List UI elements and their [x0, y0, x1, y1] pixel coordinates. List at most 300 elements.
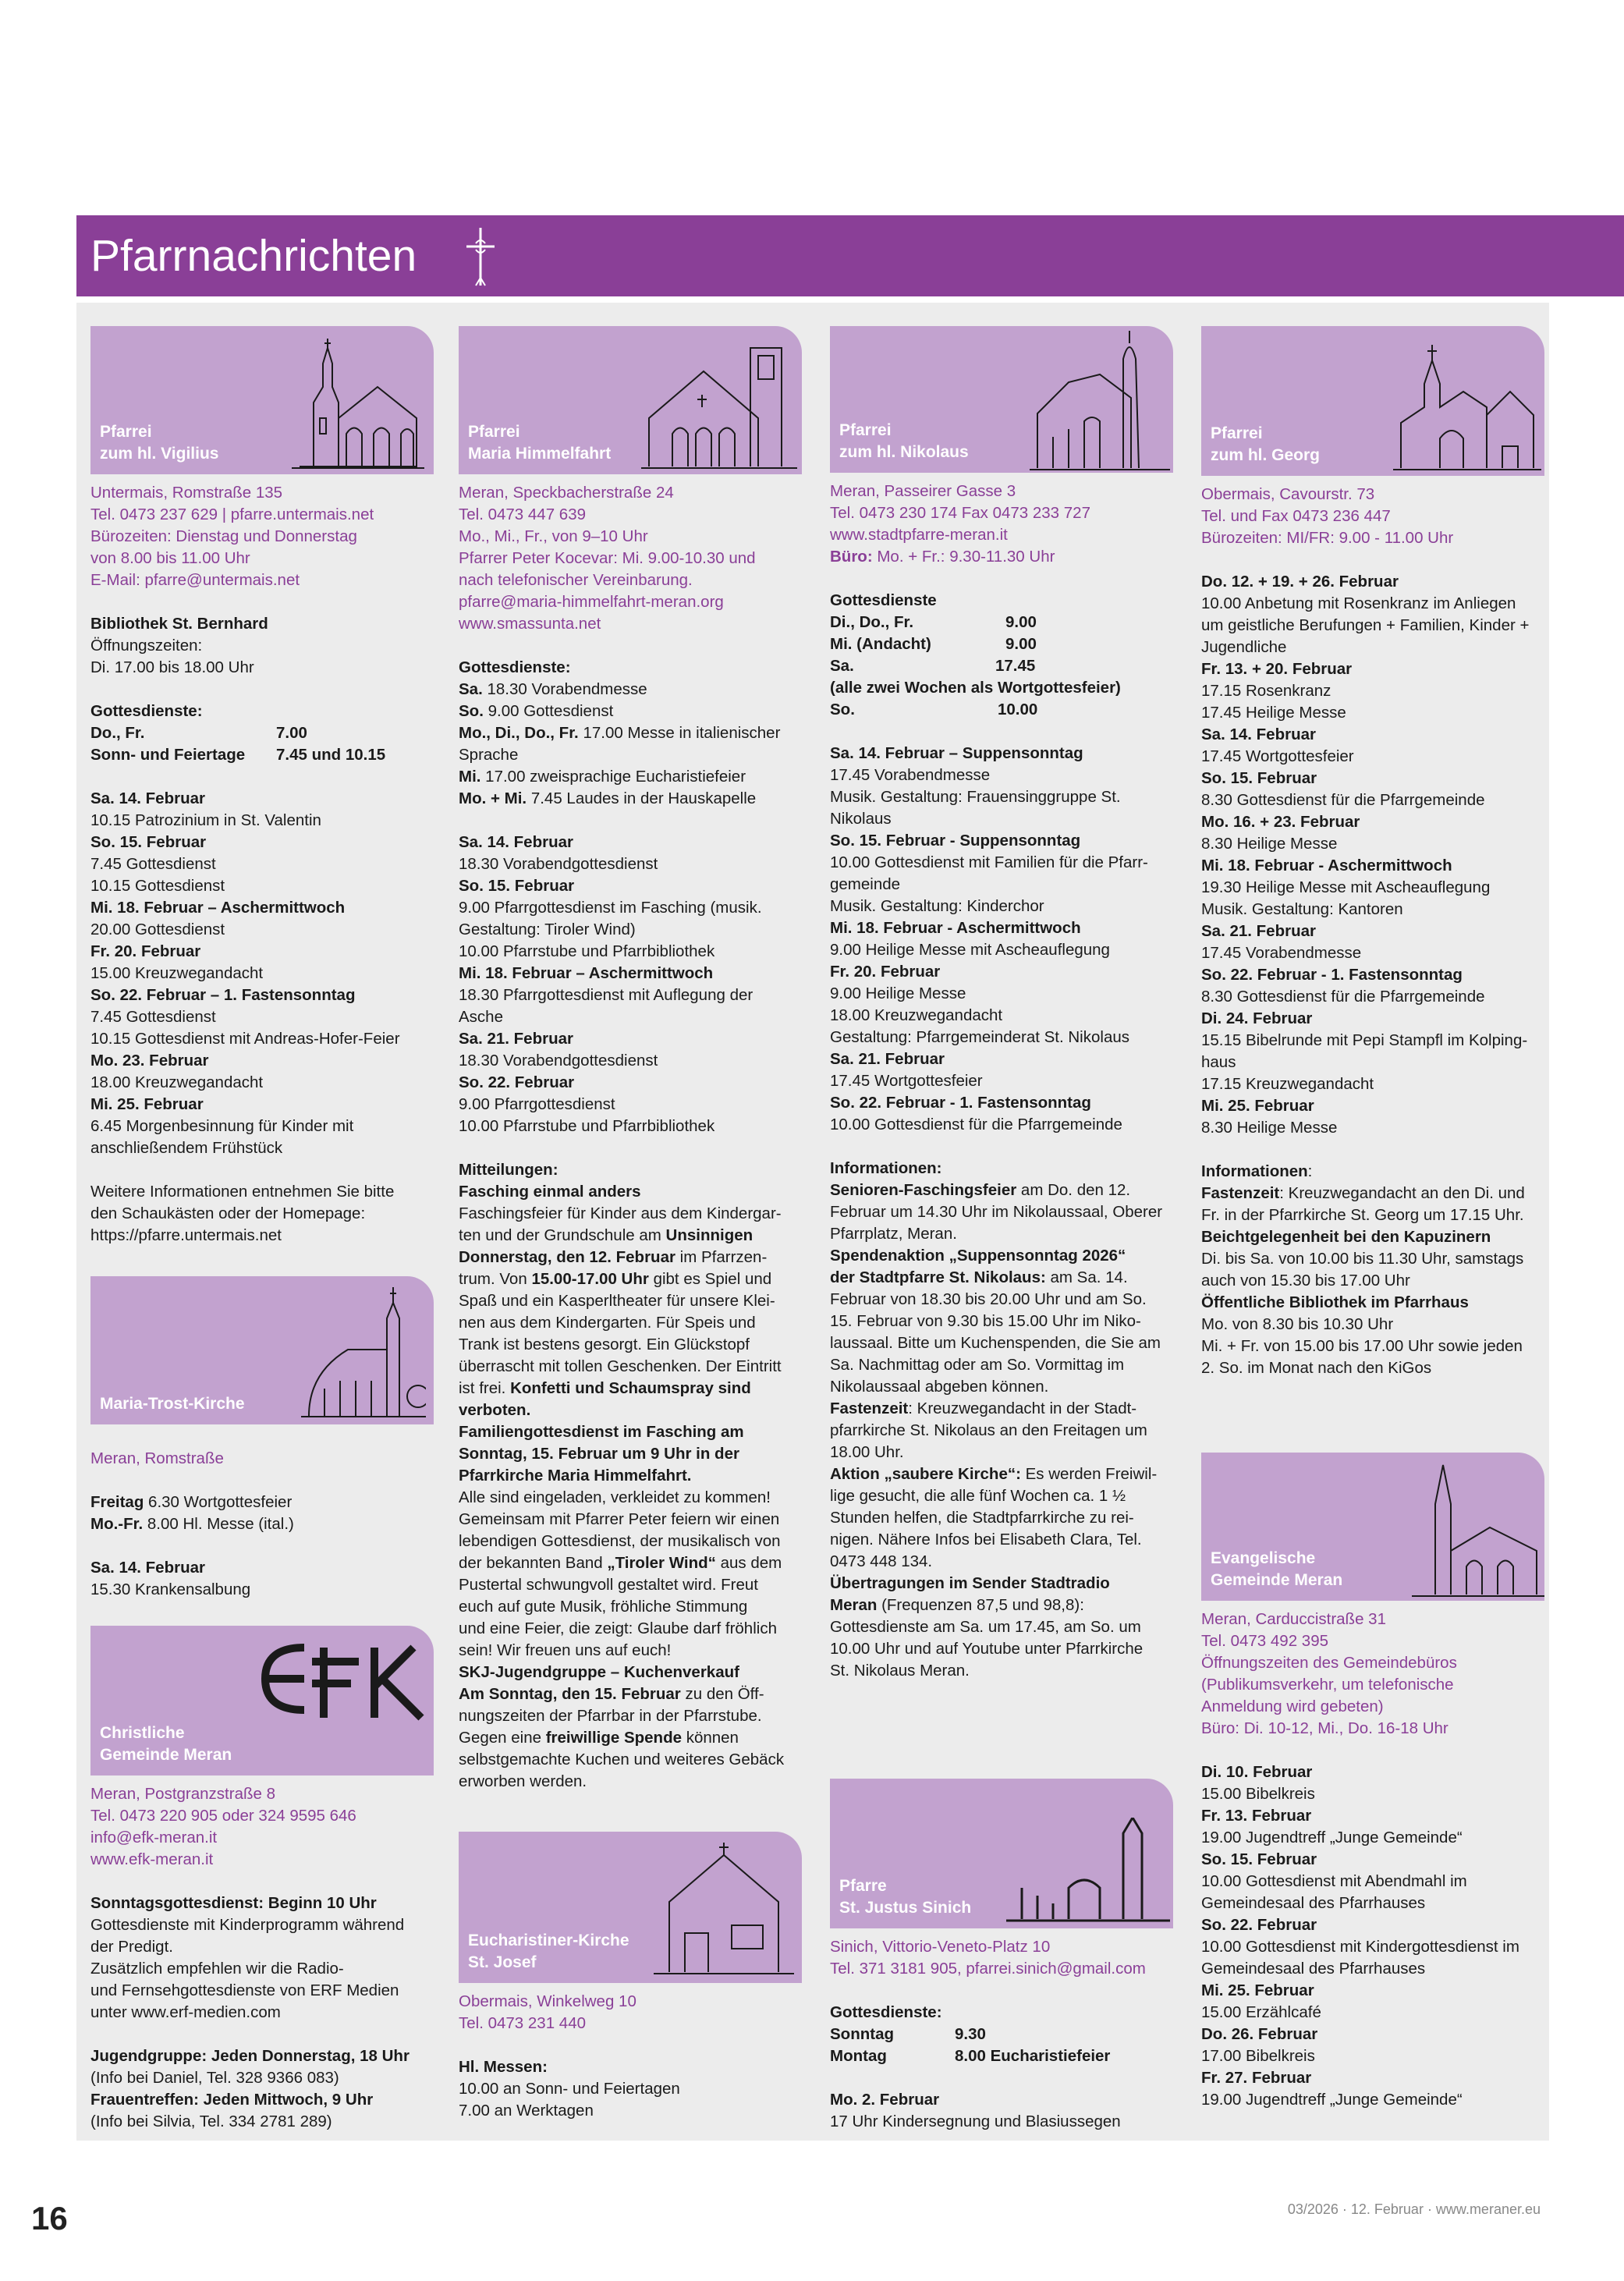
- parish-contact: [459, 482, 802, 635]
- schedule-line: [1201, 1336, 1544, 1357]
- line-text: aus dem: [715, 1554, 782, 1572]
- contact-line: pfarre@maria-himmelfahrt-meran.org: [459, 593, 724, 611]
- schedule-line: [459, 722, 802, 744]
- line-text: So. 15. Februar - Suppensonntag: [830, 832, 1081, 850]
- schedule-line: [1201, 1204, 1544, 1226]
- parish-name: Eucharistiner-Kirche St. Josef: [468, 1932, 629, 1971]
- contact-line: (Publikumsverkehr, um telefonische: [1201, 1676, 1454, 1694]
- line-text: 8.30 Heilige Messe: [1201, 835, 1338, 853]
- schedule-line: [1201, 2002, 1544, 2024]
- line-text: 8.00 Hl. Messe (ital.): [143, 1515, 294, 1533]
- parish-header: [90, 1626, 434, 1775]
- line-text: Öffnungszeiten:: [90, 637, 203, 655]
- line-text: 8.30 Gottesdienst für die Pfarrgemeinde: [1201, 791, 1485, 809]
- line-text: Zusätzlich empfehlen wir die Radio-: [90, 1960, 344, 1978]
- line-text: 18.00 Uhr.: [830, 1443, 904, 1461]
- line-text: Nikolaus: [830, 810, 892, 828]
- line-text: Jugendgruppe: Jeden Donnerstag, 18 Uhr: [90, 2047, 410, 2065]
- line-text: Musik. Gestaltung: Kantoren: [1201, 900, 1403, 918]
- line-text: und eine Feier, die zeigt: Glaube darf fröhlich: [459, 1619, 777, 1637]
- parish-himmelfahrt: [459, 326, 802, 1793]
- line-text: Sa. Nachmittag oder am So. Vormittag im: [830, 1356, 1125, 1374]
- line-text: Gestaltung: Pfarrgemeinderat St. Nikolaus: [830, 1028, 1129, 1046]
- line-text: 17.00 Bibelkreis: [1201, 2047, 1315, 2065]
- schedule-line: [90, 1893, 434, 1914]
- line-text: Asche: [459, 1008, 503, 1026]
- line-text: 17.45 Vorabendmesse: [1201, 944, 1362, 962]
- schedule-line: [459, 1116, 802, 1137]
- schedule-line: [459, 1312, 802, 1334]
- line-text: So. 22. Februar - 1. Fastensonntag: [1201, 966, 1463, 984]
- line-text: Weitere Informationen entnehmen Sie bitte: [90, 1183, 395, 1201]
- schedule-line: [830, 1180, 1173, 1201]
- line-text: Pfarrkirche Maria Himmelfahrt.: [459, 1467, 692, 1485]
- line-text: selbstgemachte Kuchen und weiteres Gebäck: [459, 1751, 785, 1768]
- schedule-label: Mi. (Andacht): [830, 635, 931, 653]
- schedule-line: [459, 679, 802, 701]
- line-text: Februar um 14.30 Uhr im Nikolaussaal, Oberer: [830, 1203, 1163, 1221]
- parish-header: [1201, 1453, 1544, 1601]
- line-text: überrascht mit tollen Geschenken. Der Eintritt: [459, 1357, 782, 1375]
- schedule-line: [1201, 942, 1544, 964]
- line-text: der Predigt.: [90, 1938, 173, 1956]
- schedule-line: [459, 1181, 802, 1203]
- line-text: 10.00 Pfarrstube und Pfarrbibliothek: [459, 1117, 715, 1135]
- line-text: am Do. den 12.: [1016, 1181, 1131, 1199]
- line-text: Fr. 27. Februar: [1201, 2069, 1312, 2087]
- line-text: Familiengottesdienst im Fasching am: [459, 1423, 744, 1441]
- column-4: [1201, 326, 1544, 2109]
- schedule-line: [459, 1465, 802, 1487]
- schedule-line: [830, 961, 1173, 983]
- line-text: (alle zwei Wochen als Wortgottesfeier): [830, 679, 1121, 697]
- line-text: Gestaltung: Tiroler Wind): [459, 921, 636, 938]
- line-text: 19.30 Heilige Messe mit Ascheauflegung: [1201, 878, 1491, 896]
- schedule-line: [830, 1245, 1173, 1267]
- schedule-line: [830, 633, 1173, 655]
- line-text: 10.00 Pfarrstube und Pfarrbibliothek: [459, 942, 715, 960]
- schedule-line: [830, 1660, 1173, 1682]
- church-mariatrost-icon: [301, 1279, 426, 1420]
- schedule-value: 9.00: [1005, 635, 1037, 653]
- contact-line: Büro: Di. 10-12, Mi., Do. 16-18 Uhr: [1201, 1719, 1448, 1737]
- footer-issue: 03/2026 · 12. Februar · www.meraner.eu: [1287, 2201, 1541, 2217]
- schedule-line: [1201, 1827, 1544, 1849]
- line-text: ist frei.: [459, 1379, 511, 1397]
- parish-evang: [1201, 1453, 1544, 2111]
- parish-stjosef: [459, 1832, 802, 2122]
- schedule-line: [90, 810, 434, 832]
- parish-contact: [90, 1783, 434, 1871]
- cross-icon: [457, 223, 504, 289]
- schedule-line: [90, 722, 434, 744]
- line-bold-part: Fastenzeit: [1201, 1184, 1280, 1202]
- schedule-line: [459, 1356, 802, 1378]
- line-text: 0473 448 134.: [830, 1552, 933, 1570]
- schedule-line: [90, 1159, 434, 1181]
- schedule-line: [90, 1181, 434, 1203]
- line-bold-part: Konfetti und Schaumspray sind: [510, 1379, 751, 1397]
- schedule-line: [830, 1092, 1173, 1114]
- parish-sinich: [830, 1779, 1173, 2133]
- line-text: lige gesucht, die alle fünf Wochen ca. 1 ½: [830, 1487, 1126, 1505]
- contact-line: Tel. 0473 220 905 oder 324 9595 646: [90, 1807, 356, 1825]
- line-text: Bibliothek St. Bernhard: [90, 615, 268, 633]
- line-bold-part: Mo. + Mi.: [459, 789, 527, 807]
- schedule-line: [459, 701, 802, 722]
- parish-schedule: [90, 1470, 434, 1601]
- line-bold-part: freiwillige Spende: [545, 1729, 682, 1747]
- line-text: lebendigen Gottesdienst, der musikalisch von: [459, 1532, 781, 1550]
- schedule-line: [1201, 1958, 1544, 1980]
- schedule-line: [1201, 2089, 1544, 2111]
- schedule-line: [1201, 1030, 1544, 1052]
- line-text: 9.00 Heilige Messe: [830, 984, 966, 1002]
- schedule-line: [90, 613, 434, 635]
- contact-line: Tel. 0473 237 629 | pfarre.untermais.net: [90, 506, 374, 523]
- schedule-line: [90, 788, 434, 810]
- line-text: 18.30 Vorabendmesse: [482, 680, 647, 698]
- contact-line: von 8.00 bis 11.00 Uhr: [90, 549, 250, 567]
- schedule-line: [1201, 615, 1544, 637]
- schedule-line: [1201, 1893, 1544, 1914]
- line-text: So. 22. Februar – 1. Fastensonntag: [90, 986, 356, 1004]
- parish-schedule: [1201, 1740, 1544, 2111]
- schedule-line: [90, 941, 434, 963]
- line-text: 19.00 Jugendtreff „Junge Gemeinde“: [1201, 1829, 1463, 1846]
- line-text: im Pfarrzen-: [675, 1248, 768, 1266]
- line-text: 7.45 Gottesdienst: [90, 1008, 216, 1026]
- schedule-line: [90, 897, 434, 919]
- schedule-line: [459, 1683, 802, 1705]
- line-text: zu den Öff-: [680, 1685, 764, 1703]
- schedule-line: [830, 1005, 1173, 1027]
- schedule-line: [90, 1072, 434, 1094]
- line-text: Mo. 23. Februar: [90, 1052, 209, 1070]
- line-text: Di. bis Sa. von 10.00 bis 11.30 Uhr, samstags: [1201, 1250, 1524, 1268]
- line-text: Trank ist bestens gesorgt. Ein Glückstopf: [459, 1336, 750, 1353]
- line-bold-part: Informationen: [1201, 1162, 1308, 1180]
- parish-name: Pfarrei zum hl. Vigilius: [100, 423, 219, 463]
- schedule-value: 17.45: [995, 657, 1036, 675]
- schedule-line: [459, 2034, 802, 2056]
- line-text: Sa. 21. Februar: [459, 1030, 573, 1048]
- schedule-line: [90, 679, 434, 701]
- schedule-line: [1201, 1073, 1544, 1095]
- schedule-line: [830, 764, 1173, 786]
- schedule-line: [459, 1050, 802, 1072]
- schedule-line: [1201, 833, 1544, 855]
- line-text: 10.00 Anbetung mit Rosenkranz im Anliegen: [1201, 594, 1516, 612]
- line-text: der bekannten Band: [459, 1554, 608, 1572]
- line-text: Mi. 18. Februar - Aschermittwoch: [830, 919, 1081, 937]
- schedule-line: [459, 1574, 802, 1596]
- line-text: nen aus dem Kindergarten. Für Speis und: [459, 1314, 756, 1332]
- parish-schedule: [830, 1980, 1173, 2133]
- schedule-line: [90, 875, 434, 897]
- schedule-line: [830, 2024, 1173, 2045]
- line-text: Di. 24. Februar: [1201, 1009, 1313, 1027]
- line-bold-part: Aktion „saubere Kirche“:: [830, 1465, 1021, 1483]
- schedule-line: [830, 1485, 1173, 1507]
- line-text: 15.00 Erzählcafé: [1201, 2003, 1321, 2021]
- line-text: laussaal. Bitte um Kuchenspenden, die Sie am: [830, 1334, 1161, 1352]
- line-text: 17.15 Rosenkranz: [1201, 682, 1331, 700]
- schedule-line: [459, 1137, 802, 1159]
- line-text: Sa. 14. Februar: [90, 789, 205, 807]
- line-bold-part: Meran: [830, 1596, 878, 1614]
- contact-line: Bürozeiten: MI/FR: 9.00 - 11.00 Uhr: [1201, 529, 1454, 547]
- line-text: 9.00 Pfarrgottesdienst im Fasching (musik.: [459, 899, 762, 917]
- schedule-line: [1201, 1936, 1544, 1958]
- line-text: Fr. 20. Februar: [830, 963, 941, 981]
- schedule-line: [830, 1573, 1173, 1595]
- schedule-line: [90, 635, 434, 657]
- parish-header: [459, 326, 802, 474]
- schedule-line: [830, 677, 1173, 699]
- schedule-line: [830, 1616, 1173, 1638]
- contact-line: E-Mail: pfarre@untermais.net: [90, 571, 300, 589]
- line-text: Spendenaktion „Suppensonntag 2026“: [830, 1247, 1126, 1265]
- line-text: Mitteilungen:: [459, 1161, 558, 1179]
- schedule-line: [830, 2111, 1173, 2133]
- schedule-line: [830, 874, 1173, 896]
- schedule-line: [90, 1028, 434, 1050]
- schedule-line: [459, 1159, 802, 1181]
- parish-schedule: [459, 635, 802, 1793]
- line-bold-part: Freitag: [90, 1493, 144, 1511]
- line-text: 18.00 Kreuzwegandacht: [830, 1006, 1003, 1024]
- schedule-line: [830, 2067, 1173, 2089]
- schedule-line: [459, 1618, 802, 1640]
- line-text: 8.30 Heilige Messe: [1201, 1119, 1338, 1137]
- schedule-line: [459, 2078, 802, 2100]
- line-text: 10.00 Gottesdienst mit Familien für die Pfarr-: [830, 853, 1148, 871]
- line-bold-part: Sa.: [459, 680, 483, 698]
- contact-line: Obermais, Cavourstr. 73: [1201, 485, 1375, 503]
- line-text: um geistliche Berufungen + Familien, Kinder +: [1201, 616, 1530, 634]
- schedule-line: [1201, 1117, 1544, 1139]
- line-text: (Frequenzen 87,5 und 98,8):: [877, 1596, 1084, 1614]
- schedule-line: [830, 1551, 1173, 1573]
- schedule-line: [830, 1136, 1173, 1158]
- line-text: und Fernsehgottesdienste von ERF Medien: [90, 1981, 399, 1999]
- line-text: 10.00 Gottesdienst für die Pfarrgemeinde: [830, 1116, 1122, 1133]
- line-text: Musik. Gestaltung: Kinderchor: [830, 897, 1044, 915]
- schedule-line: [459, 1771, 802, 1793]
- contact-line: Sinich, Vittorio-Veneto-Platz 10: [830, 1938, 1051, 1956]
- line-text: 18.30 Vorabendgottesdienst: [459, 855, 658, 873]
- buero-line: [830, 546, 1173, 568]
- schedule-line: [830, 1376, 1173, 1398]
- schedule-line: [830, 786, 1173, 808]
- line-text: St. Nikolaus Meran.: [830, 1662, 970, 1680]
- church-nikolaus-icon: [1030, 328, 1170, 471]
- schedule-line: [459, 1552, 802, 1574]
- line-text: Gemeindesaal des Pfarrhauses: [1201, 1960, 1426, 1978]
- efk-logo-icon: [257, 1640, 429, 1726]
- line-text: Do. 26. Februar: [1201, 2025, 1318, 2043]
- line-text: Pustertal schwungvoll gestaltet wird. Freut: [459, 1576, 758, 1594]
- schedule-line: [459, 984, 802, 1006]
- line-text: 17.00 zweisprachige Eucharistiefeier: [480, 768, 746, 786]
- line-text: den Schaukästen oder der Homepage:: [90, 1204, 366, 1222]
- schedule-line: [1201, 571, 1544, 593]
- schedule-line: [1201, 2024, 1544, 2045]
- line-text: Mi. 18. Februar – Aschermittwoch: [459, 964, 714, 982]
- schedule-value: 7.45 und 10.15: [276, 746, 386, 764]
- schedule-line: [459, 919, 802, 941]
- schedule-line: [459, 897, 802, 919]
- line-text: So. 22. Februar - 1. Fastensonntag: [830, 1094, 1091, 1112]
- contact-line: Meran, Romstraße: [90, 1449, 224, 1467]
- line-text: :: [1307, 1162, 1313, 1180]
- line-text: Gottesdienste:: [459, 658, 571, 676]
- schedule-line: [1201, 789, 1544, 811]
- line-text: Beichtgelegenheit bei den Kapuzinern: [1201, 1228, 1491, 1246]
- schedule-line: [1201, 1183, 1544, 1204]
- parish-schedule: [1201, 549, 1544, 1379]
- line-text: Di. 10. Februar: [1201, 1763, 1313, 1781]
- schedule-line: [1201, 1740, 1544, 1761]
- schedule-line: [459, 941, 802, 963]
- schedule-line: [90, 1980, 434, 2002]
- line-text: Fasching einmal anders: [459, 1183, 641, 1201]
- parish-mariatrost: [90, 1276, 434, 1601]
- parish-contact: [90, 1448, 434, 1470]
- line-text: gemeinde: [830, 875, 901, 893]
- schedule-line: [459, 1028, 802, 1050]
- schedule-line: [1201, 921, 1544, 942]
- schedule-label: Sa.: [830, 657, 854, 675]
- schedule-line: [459, 1268, 802, 1290]
- schedule-line: [830, 612, 1173, 633]
- contact-line: Meran, Carduccistraße 31: [1201, 1610, 1386, 1628]
- parish-vigilius: [90, 326, 434, 1247]
- line-text: Jugendliche: [1201, 638, 1287, 656]
- line-text: 10.00 Gottesdienst mit Abendmahl im: [1201, 1872, 1467, 1890]
- schedule-line: [830, 917, 1173, 939]
- line-text: Spaß und ein Kasperltheater für unsere Klei-: [459, 1292, 775, 1310]
- schedule-line: [90, 919, 434, 941]
- parish-header: [90, 326, 434, 474]
- parish-header: [830, 1779, 1173, 1928]
- line-text: Fr. in der Pfarrkirche St. Georg um 17.15 Uhr.: [1201, 1206, 1524, 1224]
- church-evang-icon: [1412, 1457, 1544, 1598]
- contact-line: Bürozeiten: Dienstag und Donnerstag: [90, 527, 357, 545]
- schedule-line: [1201, 1161, 1544, 1183]
- line-text: So. 15. Februar: [90, 833, 207, 851]
- line-text: Stunden helfen, die Stadtpfarrkirche zu rei-: [830, 1509, 1134, 1527]
- line-bold-part: Mo.-Fr.: [90, 1515, 144, 1533]
- schedule-line: [1201, 986, 1544, 1008]
- church-himmelfahrt-icon: [641, 332, 797, 473]
- schedule-line: [459, 1334, 802, 1356]
- line-text: 7.45 Gottesdienst: [90, 855, 216, 873]
- line-text: Alle sind eingeladen, verkleidet zu kommen!: [459, 1488, 771, 1506]
- line-text: Do. 12. + 19. + 26. Februar: [1201, 573, 1399, 591]
- schedule-line: [90, 2111, 434, 2133]
- line-text: (Info bei Silvia, Tel. 334 2781 289): [90, 2112, 332, 2130]
- line-bold-part: „Tiroler Wind“: [607, 1554, 716, 1572]
- schedule-line: [90, 1006, 434, 1028]
- section-title: Pfarrnachrichten: [90, 231, 417, 281]
- contact-line: Tel. 0473 492 395: [1201, 1632, 1328, 1650]
- schedule-line: [90, 1871, 434, 1893]
- contact-line: Öffnungszeiten des Gemeindebüros: [1201, 1654, 1457, 1672]
- schedule-line: [459, 832, 802, 853]
- schedule-line: [830, 1267, 1173, 1289]
- schedule-line: [459, 1247, 802, 1268]
- line-text: nigen. Nähere Infos bei Elisabeth Clara, Tel.: [830, 1531, 1142, 1548]
- schedule-line: [830, 1638, 1173, 1660]
- line-bold-part: So.: [459, 702, 484, 720]
- schedule-line: [1201, 593, 1544, 615]
- schedule-line: [459, 1705, 802, 1727]
- contact-line: info@efk-meran.it: [90, 1829, 218, 1846]
- schedule-line: [830, 1311, 1173, 1332]
- section-banner: [76, 215, 1624, 296]
- line-text: Sonntagsgottesdienst: Beginn 10 Uhr: [90, 1894, 377, 1912]
- schedule-line: [1201, 2067, 1544, 2089]
- line-text: 15. Februar von 9.30 bis 15.00 Uhr im Niko-: [830, 1312, 1141, 1330]
- line-text: 9.00 Pfarrgottesdienst: [459, 1095, 615, 1113]
- schedule-value: 7.00: [276, 724, 307, 742]
- line-text: 15.00 Bibelkreis: [1201, 1785, 1315, 1803]
- line-bold-part: der Stadtpfarre St. Nikolaus:: [830, 1268, 1046, 1286]
- schedule-line: [830, 1529, 1173, 1551]
- line-text: anschließendem Frühstück: [90, 1139, 283, 1157]
- schedule-line: [90, 2067, 434, 2089]
- schedule-line: [90, 2089, 434, 2111]
- line-text: Informationen:: [830, 1159, 942, 1177]
- parish-header: [459, 1832, 802, 1983]
- schedule-line: [1201, 746, 1544, 768]
- parish-header: [1201, 326, 1544, 476]
- schedule-line: [90, 1535, 434, 1557]
- line-text: So. 22. Februar: [1201, 1916, 1317, 1934]
- schedule-line: [90, 963, 434, 984]
- schedule-line: [459, 853, 802, 875]
- line-text: 9.00 Gottesdienst: [483, 702, 614, 720]
- line-text: So. 22. Februar: [459, 1073, 575, 1091]
- schedule-line: [90, 2024, 434, 2045]
- line-text: Mo. 2. Februar: [830, 2091, 940, 2109]
- line-text: trum. Von: [459, 1270, 532, 1288]
- page-number: 16: [31, 2200, 68, 2237]
- schedule-line: [1201, 855, 1544, 877]
- schedule-line: [459, 1378, 802, 1399]
- schedule-line: [1201, 1314, 1544, 1336]
- contact-line: www.efk-meran.it: [90, 1850, 214, 1868]
- parish-contact: [830, 1936, 1173, 1980]
- line-text: Frauentreffen: Jeden Mittwoch, 9 Uhr: [90, 2091, 374, 2109]
- schedule-line: [90, 657, 434, 679]
- parish-header: [90, 1276, 434, 1424]
- line-text: Mi. 25. Februar: [1201, 1097, 1314, 1115]
- line-text: Pfarrplatz, Meran.: [830, 1225, 957, 1243]
- contact-line: nach telefonischer Vereinbarung.: [459, 571, 693, 589]
- line-text: Sa. 14. Februar – Suppensonntag: [830, 744, 1083, 762]
- parish-schedule: [90, 1871, 434, 2133]
- line-text: Di. 17.00 bis 18.00 Uhr: [90, 658, 254, 676]
- schedule-line: [459, 2056, 802, 2078]
- line-text: verboten.: [459, 1401, 531, 1419]
- schedule-line: [1201, 1248, 1544, 1270]
- schedule-line: [459, 1596, 802, 1618]
- schedule-line: [1201, 1783, 1544, 1805]
- schedule-value: 9.30: [955, 2025, 986, 2043]
